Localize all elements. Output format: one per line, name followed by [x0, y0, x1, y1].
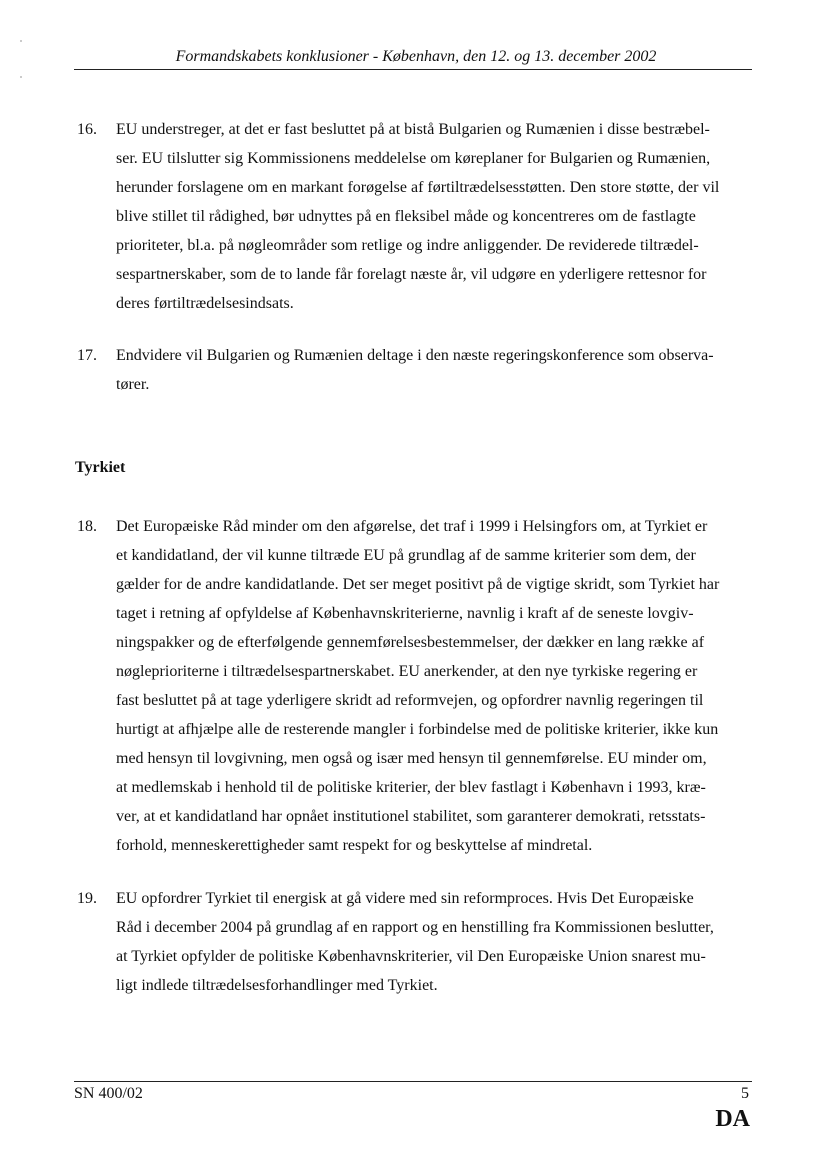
- paragraph-body: [116, 115, 752, 318]
- paragraph-line: at Tyrkiet opfylder de politiske Københavnskriterier, vil Den Europæiske Union snarest mu-: [116, 948, 706, 965]
- paragraph-line: nøgleprioriterne i tiltrædelsespartnerskabet. EU anerkender, at den nye tyrkiske regering er: [116, 663, 698, 680]
- paragraph-line: hurtigt at afhjælpe alle de resterende mangler i forbindelse med de politiske kriterier, ikke kun: [116, 721, 719, 738]
- paragraph-line: Råd i december 2004 på grundlag af en rapport og en henstilling fra Kommissionen beslutter,: [116, 919, 714, 936]
- paragraph-number: 17.: [77, 347, 97, 364]
- paragraph-line: tører.: [116, 376, 150, 393]
- paragraph-body: [116, 341, 752, 399]
- page-number: 5: [741, 1085, 749, 1102]
- paragraph-line: fast besluttet på at tage yderligere skridt ad reformvejen, og opfordrer navnlig regeringen til: [116, 692, 704, 709]
- paragraph-line: Endvidere vil Bulgarien og Rumænien deltage i den næste regeringskonference som observa-: [116, 347, 714, 364]
- paragraph-number: 18.: [77, 518, 97, 535]
- paragraph-line: ser. EU tilslutter sig Kommissionens meddelelse om køreplaner for Bulgarien og Rumænien,: [116, 150, 711, 167]
- paragraph-body: [116, 512, 752, 860]
- paragraph-body: [116, 884, 752, 1000]
- paragraph-line: EU understreger, at det er fast besluttet på at bistå Bulgarien og Rumænien i disse bestræbel-: [116, 121, 710, 138]
- paragraph-line: blive stillet til rådighed, bør udnyttes på en fleksibel måde og koncentreres om de fastlagte: [116, 208, 696, 225]
- paragraph-line: prioriteter, bl.a. på nøgleområder som retlige og indre anliggender. De reviderede tiltrædel-: [116, 237, 699, 254]
- paragraph-18: [74, 512, 752, 860]
- paragraph-line: med hensyn til lovgivning, men også og især med hensyn til gennemførelse. EU minder om,: [116, 750, 707, 767]
- footer-rule: [74, 1081, 752, 1082]
- paragraph-19: [74, 884, 752, 1000]
- paragraph-line: ver, at et kandidatland har opnået institutionel stabilitet, som garanterer demokrati, retsstats-: [116, 808, 706, 825]
- paragraph-number: 16.: [77, 121, 97, 138]
- paragraph-line: et kandidatland, der vil kunne tiltræde EU på grundlag af de samme kriterier som dem, der: [116, 547, 696, 564]
- paragraph-line: ligt indlede tiltrædelsesforhandlinger med Tyrkiet.: [116, 977, 438, 994]
- header-rule: [74, 69, 752, 70]
- paragraph-line: EU opfordrer Tyrkiet til energisk at gå videre med sin reformproces. Hvis Det Europæiske: [116, 890, 694, 907]
- paragraph-number: 19.: [77, 890, 97, 907]
- document-number: SN 400/02: [74, 1085, 143, 1102]
- paragraph-line: ningspakker og de efterfølgende gennemførelsesbestemmelser, der dækker en lang række af: [116, 634, 705, 651]
- scan-speck: [20, 40, 22, 42]
- page-header-title: Formandskabets konklusioner - København, den 12. og 13. december 2002: [175, 48, 657, 65]
- paragraph-line: at medlemskab i henhold til de politiske kriterier, der blev fastlagt i København i 1993, kræ-: [116, 779, 706, 796]
- paragraph-17: [74, 341, 752, 399]
- paragraph-line: herunder forslagene om en markant forøgelse af førtiltrædelsesstøtten. Den store støtte, der vil: [116, 179, 720, 196]
- paragraph-line: taget i retning af opfyldelse af Københavnskriterierne, navnlig i kraft af de seneste lovgiv-: [116, 605, 694, 622]
- paragraph-line: sespartnerskaber, som de to lande får forelagt næste år, vil udgøre en yderligere rettesnor for: [116, 266, 707, 283]
- paragraph-line: deres førtiltrædelsesindsats.: [116, 295, 294, 312]
- scan-speck: [20, 76, 22, 78]
- language-code: DA: [715, 1106, 750, 1132]
- paragraph-line: forhold, menneskerettigheder samt respekt for og beskyttelse af mindretal.: [116, 837, 593, 854]
- section-heading: Tyrkiet: [75, 459, 126, 476]
- paragraph-line: gælder for de andre kandidatlande. Det ser meget positivt på de vigtige skridt, som Tyrkiet har: [116, 576, 720, 593]
- paragraph-line: Det Europæiske Råd minder om den afgørelse, det traf i 1999 i Helsingfors om, at Tyrkiet er: [116, 518, 708, 535]
- paragraph-16: [74, 115, 752, 318]
